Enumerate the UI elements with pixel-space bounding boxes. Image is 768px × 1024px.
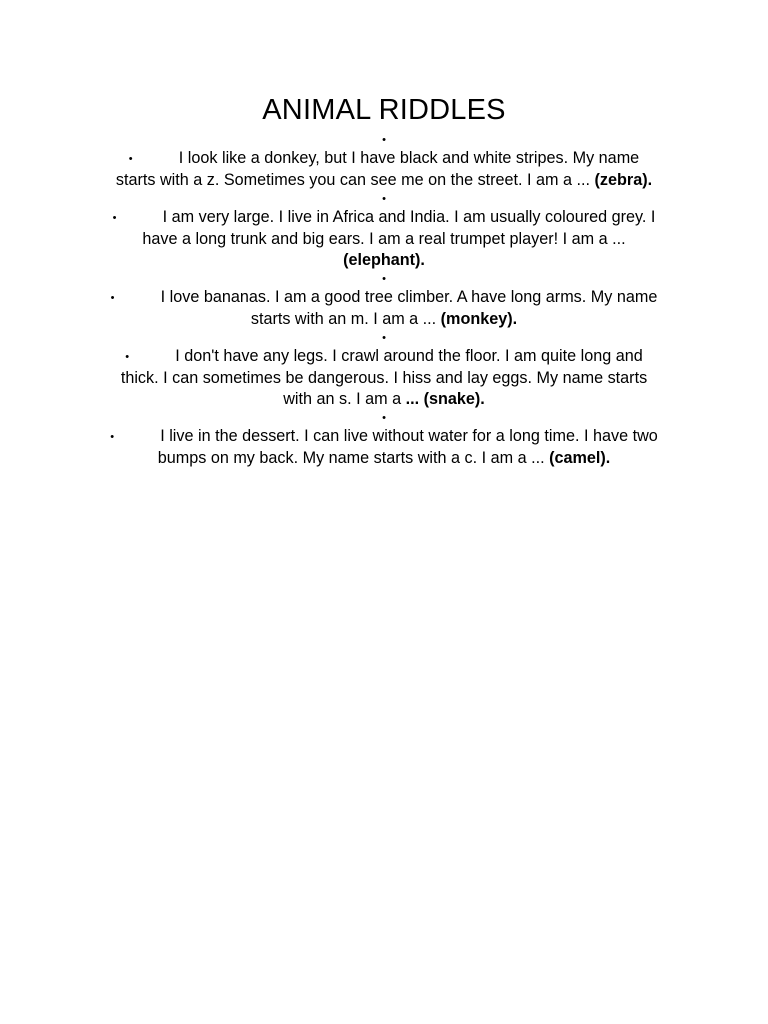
riddle-elephant	[110, 207, 658, 271]
riddle-monkey	[110, 287, 658, 330]
riddle-zebra	[110, 148, 658, 191]
bullet-icon: •	[110, 431, 115, 443]
separator-bullet: •	[382, 193, 386, 205]
riddle-text: I live in the dessert. I can live without water for a long time. I have two bumps on my back. My name starts with a c. I am a ...	[157, 427, 658, 467]
riddle-answer: (camel).	[549, 449, 611, 467]
separator-bullet: •	[382, 412, 386, 424]
riddle-answer: (elephant).	[343, 251, 425, 269]
riddle-answer: ... (snake).	[405, 390, 485, 408]
separator-bullet: •	[382, 332, 386, 344]
riddle-text: I look like a donkey, but I have black and white stripes. My name starts with a z. Sometimes you can see me on the street. I am a ...	[115, 149, 640, 189]
riddle-text: I am very large. I live in Africa and India. I am usually coloured grey. I have a long trunk and big ears. I am a real trumpet player! I am a ...	[142, 208, 656, 248]
bullet-icon: •	[125, 351, 130, 363]
bullet-icon: •	[128, 153, 133, 165]
separator-bullet: •	[382, 134, 386, 146]
page-title: ANIMAL RIDDLES	[262, 94, 506, 126]
riddle-text: I don't have any legs. I crawl around the floor. I am quite long and thick. I can sometimes be dangerous. I hiss and lay eggs. My name starts with an s. I am a	[120, 347, 648, 408]
riddle-text: I love bananas. I am a good tree climber. A have long arms. My name starts with an m. I am a ...	[160, 288, 658, 328]
riddle-snake	[110, 346, 658, 410]
bullet-icon: •	[110, 292, 115, 304]
riddle-answer: (zebra).	[594, 171, 653, 189]
separator-bullet: •	[382, 273, 386, 285]
riddle-list	[110, 132, 658, 469]
bullet-icon: •	[112, 212, 117, 224]
riddle-answer: (monkey).	[440, 310, 518, 328]
riddle-camel	[110, 426, 658, 469]
